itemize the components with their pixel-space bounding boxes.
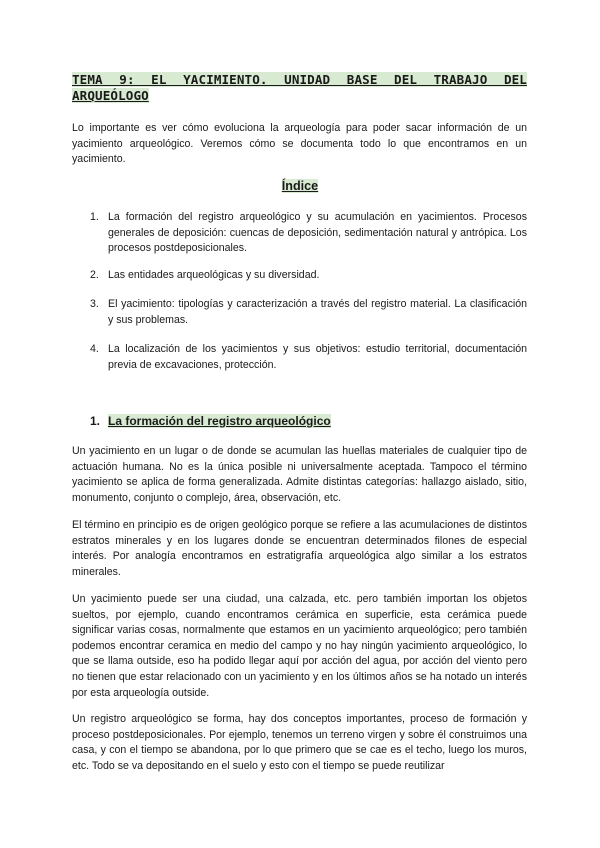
- index-item-number: 2.: [90, 269, 99, 281]
- section-heading: [90, 414, 331, 428]
- index-item: [90, 297, 527, 328]
- section-heading-text: La formación del registro arqueológico: [108, 414, 331, 428]
- index-heading: [0, 179, 600, 193]
- body-paragraph: Un registro arqueológico se forma, hay dos conceptos importantes, proceso de formación y proceso postdeposicionales. Por ejemplo, tenemos un terreno virgen y sobre él construimos una casa, y con el tiempo se abandona, por lo que primero que se cae es el techo, luego los muros, etc. Todo se va depositando en el suelo y esto con el tiempo se puede reutilizar: [72, 713, 527, 772]
- index-item-number: 1.: [90, 211, 99, 223]
- body-paragraph: Un yacimiento en un lugar o de donde se acumulan las huellas materiales de cualquier tipo de actuación humana. No es la única posible ni universalmente aceptada. Tampoco el término yacimiento se aplica de forma generalizada. Admite distintas categorías: hallazgo aislado, sitio, monumento, conjunto o complejo, área, observación, etc.: [72, 445, 527, 504]
- index-item-text: La localización de los yacimientos y sus objetivos: estudio territorial, documentación previa de excavaciones, protección.: [108, 343, 527, 371]
- index-item-number: 3.: [90, 298, 99, 310]
- intro-paragraph: Lo importante es ver cómo evoluciona la arqueología para poder sacar información de un yacimiento arqueológico. Veremos cómo se documenta todo lo que encontramos en un yacimiento.: [72, 122, 527, 166]
- index-item: [90, 210, 527, 257]
- page-title: [72, 72, 527, 104]
- index-item: [90, 268, 527, 284]
- index-item-text: El yacimiento: tipologías y caracterización a través del registro material. La clasificación y sus problemas.: [108, 298, 527, 326]
- index-item-text: La formación del registro arqueológico y su acumulación en yacimientos. Procesos generales de deposición: cuencas de deposición, sedimentación natural y antrópica. Los procesos postdeposicionales.: [108, 211, 527, 255]
- body-paragraph: El término en principio es de origen geológico porque se refiere a las acumulaciones de distintos estratos minerales y en los lugares donde se encuentran determinados filones de especial interés. Por analogía encontramos en estratigrafía arqueológica algo similar a los estratos minerales.: [72, 519, 527, 578]
- section-number: 1.: [90, 414, 101, 428]
- index-item-number: 4.: [90, 343, 99, 355]
- body-paragraph: Un yacimiento puede ser una ciudad, una calzada, etc. pero también importan los objetos sueltos, por ejemplo, cuando encontramos cerámica en superficie, esta cerámica puede significar varias cosas, normalmente que estamos en un yacimiento arqueológico; pero también podemos encontrar ceramica en medio del campo y no hay ningún yacimiento arqueológico, lo que se llama outside, eso ha podido llegar aquí por acción del agua, por acción del viento pero no tienen que estar relacionado con un yacimiento y en los últimos años se ha notado un interés por esta arqueología outside.: [72, 593, 527, 699]
- index-item: [90, 342, 527, 373]
- index-item-text: Las entidades arqueológicas y su diversidad.: [108, 269, 320, 281]
- index-heading-text: Índice: [281, 179, 319, 193]
- page-title-text: TEMA 9: EL YACIMIENTO. UNIDAD BASE DEL TRABAJO DEL ARQUEÓLOGO: [72, 72, 527, 103]
